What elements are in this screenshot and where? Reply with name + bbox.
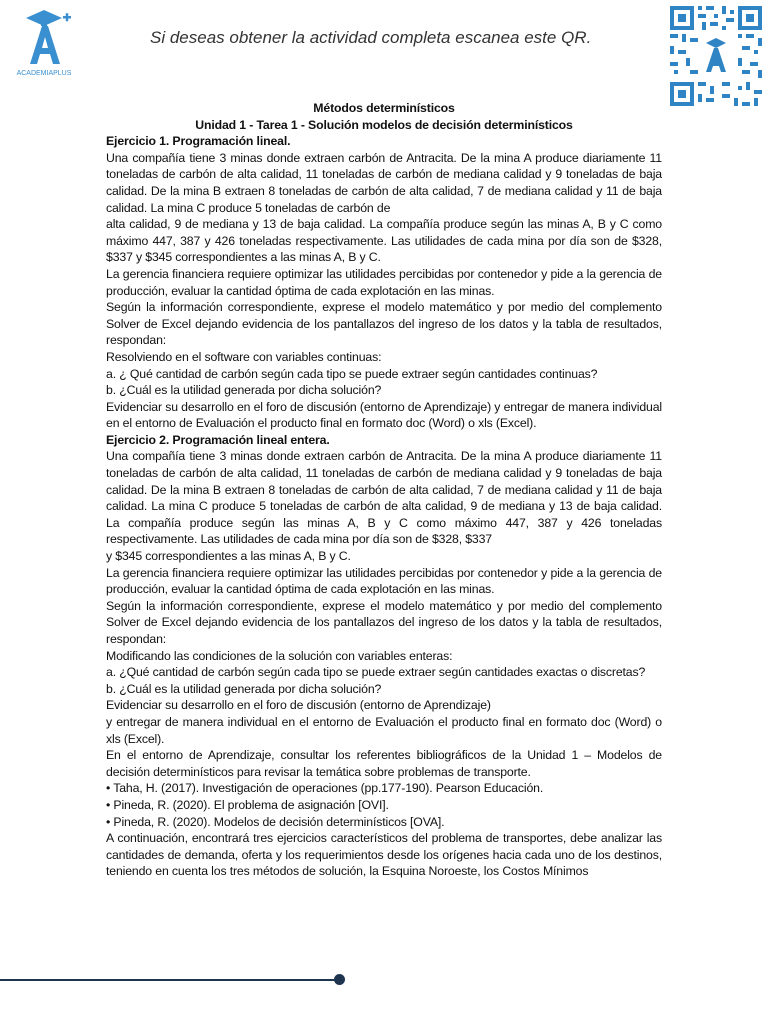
paragraph: Modificando las condiciones de la solución con variables enteras: bbox=[106, 648, 453, 663]
paragraph: Evidenciar su desarrollo en el foro de discusión (entorno de Aprendizaje) y entregar de manera individual en el entorno de Evaluación el producto final en formato doc (Word) o xls (Excel). bbox=[106, 399, 662, 431]
reference-item: • Pineda, R. (2020). Modelos de decisión determinísticos [OVA]. bbox=[106, 814, 445, 829]
reference-item: • Pineda, R. (2020). El problema de asignación [OVI]. bbox=[106, 797, 389, 812]
paragraph: y $345 correspondientes a las minas A, B y C. bbox=[106, 549, 351, 564]
exercise-2-heading: Ejercicio 2. Programación lineal entera. bbox=[106, 432, 330, 447]
paragraph: Una compañía tiene 3 minas donde extraen carbón de Antracita. De la mina A produce diariamente 11 toneladas de carbón de alta calidad, 11 toneladas de carbón de mediana calidad y 9 toneladas de baja calidad. De la mina B extraen 8 toneladas de carbón de alta calidad, 7 de mediana calidad y 11 de baja calidad. La mina C produce 5 toneladas de carbón de bbox=[106, 150, 662, 215]
paragraph: La gerencia financiera requiere optimizar las utilidades percibidas por contenedor y pide a la gerencia de producción, evaluar la cantidad óptima de cada explotación en las minas. bbox=[106, 266, 662, 298]
document-subtitle: Unidad 1 - Tarea 1 - Solución modelos de decisión determinísticos bbox=[195, 117, 573, 132]
qr-code-icon[interactable] bbox=[668, 4, 764, 108]
document-body bbox=[106, 100, 662, 880]
reference-item: • Taha, H. (2017). Investigación de operaciones (pp.177-190). Pearson Educación. bbox=[106, 781, 544, 796]
academiaplus-logo bbox=[8, 6, 80, 78]
question-b: b. ¿Cuál es la utilidad generada por dicha solución? bbox=[106, 681, 382, 696]
paragraph: A continuación, encontrará tres ejercicios característicos del problema de transportes, debe analizar las cantidades de demanda, oferta y los requerimientos desde los orígenes hacia cada uno de los destinos, teniendo en cuenta los tres métodos de solución, la Esquina Noroeste, los Costos Mínimos bbox=[106, 831, 662, 879]
qr-prompt: Si deseas obtener la actividad completa escanea este QR. bbox=[150, 28, 592, 47]
footer-line bbox=[0, 979, 340, 981]
paragraph: En el entorno de Aprendizaje, consultar los referentes bibliográficos de la Unidad 1 – Modelos de decisión determinísticos para revisar la temática sobre problemas de transporte. bbox=[106, 748, 662, 779]
question-a: a. ¿ Qué cantidad de carbón según cada tipo se puede extraer según cantidades continuas? bbox=[106, 366, 598, 381]
paragraph: alta calidad, 9 de mediana y 13 de baja calidad. La compañía produce según las minas A, B y C como máximo 447, 387 y 426 toneladas respectivamente. Las utilidades de cada mina por día son de $328, $337 y $345 correspondientes a las minas A, B y C. bbox=[106, 217, 662, 265]
paragraph: Resolviendo en el software con variables continuas: bbox=[106, 349, 382, 364]
paragraph: Una compañía tiene 3 minas donde extraen carbón de Antracita. De la mina A produce diariamente 11 toneladas de carbón de alta calidad, 11 toneladas de carbón de mediana calidad y 9 toneladas de baja calidad. De la mina B extraen 8 toneladas de carbón de alta calidad, 7 de mediana calidad y 11 de baja calidad. La mina C produce 5 toneladas de carbón de alta calidad, 9 de mediana y 13 de baja calidad. La compañía produce según las minas A, B y C como máximo 447, 387 y 426 toneladas respectivamente. Las utilidades de cada mina por día son de $328, $337 bbox=[106, 449, 662, 547]
exercise-1-heading: Ejercicio 1. Programación lineal. bbox=[106, 134, 291, 149]
question-b: b. ¿Cuál es la utilidad generada por dicha solución? bbox=[106, 383, 382, 398]
document-title: Métodos determinísticos bbox=[313, 101, 455, 115]
logo-text: ACADEMIAPLUS bbox=[16, 70, 72, 77]
question-a: a. ¿Qué cantidad de carbón según cada tipo se puede extraer según cantidades exactas o discretas? bbox=[106, 665, 646, 680]
paragraph: y entregar de manera individual en el entorno de Evaluación el producto final en formato doc (Word) o xls (Excel). bbox=[106, 714, 662, 746]
paragraph: Según la información correspondiente, exprese el modelo matemático y por medio del complemento Solver de Excel dejando evidencia de los pantallazos del ingreso de los datos y la tabla de resultados, respondan: bbox=[106, 300, 662, 348]
paragraph: Evidenciar su desarrollo en el foro de discusión (entorno de Aprendizaje) bbox=[106, 698, 491, 713]
paragraph: Según la información correspondiente, exprese el modelo matemático y por medio del complemento Solver de Excel dejando evidencia de los pantallazos del ingreso de los datos y la tabla de resultados, respondan: bbox=[106, 598, 662, 646]
footer-dot bbox=[334, 974, 345, 985]
paragraph: La gerencia financiera requiere optimizar las utilidades percibidas por contenedor y pide a la gerencia de producción, evaluar la cantidad óptima de cada explotación en las minas. bbox=[106, 565, 662, 597]
